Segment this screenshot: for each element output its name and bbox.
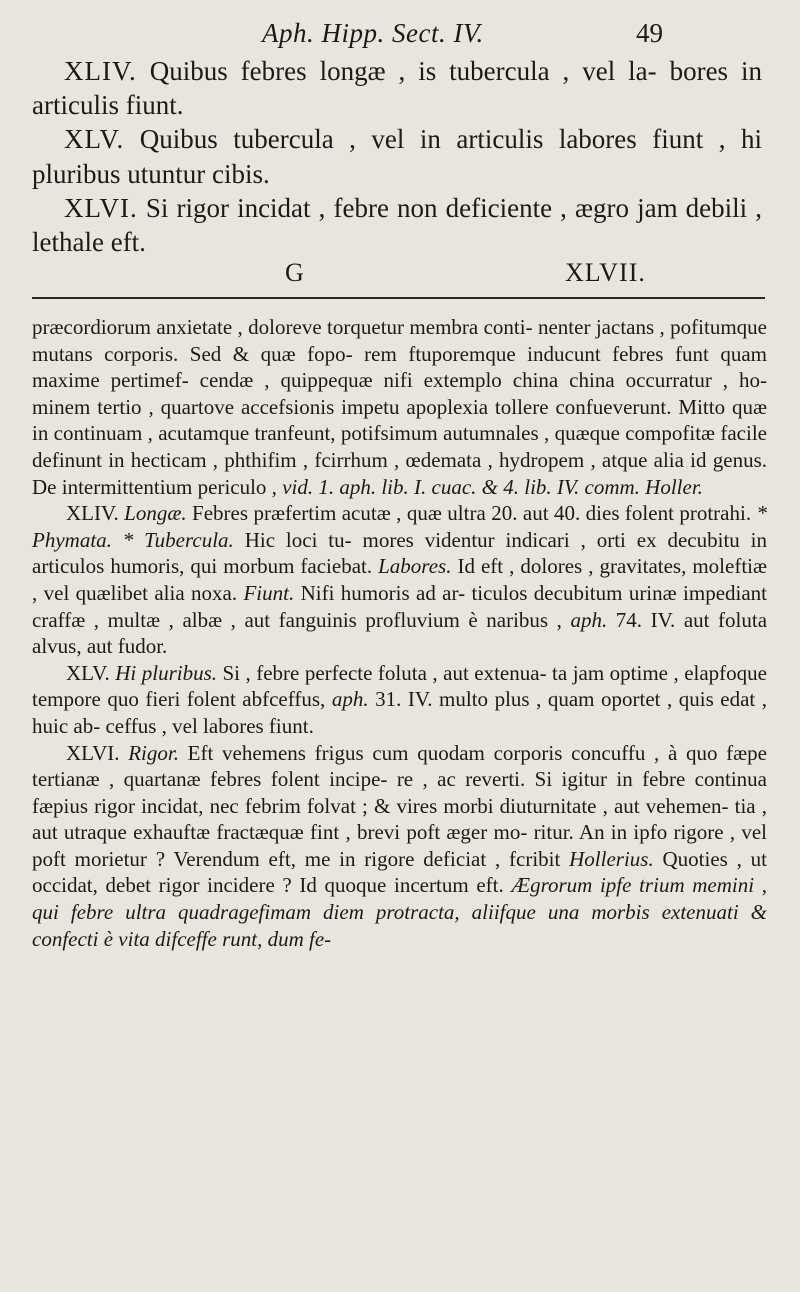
aphorism-text: Si rigor incidat , febre non deficiente , ægro jam debili , lethale eft. xyxy=(32,192,763,258)
lemma: aph. xyxy=(570,607,608,632)
aphorism-44 xyxy=(32,54,762,122)
commentary-note-45 xyxy=(32,660,767,740)
aphorisms-block xyxy=(32,54,762,259)
divider-rule xyxy=(32,297,765,299)
signature-mark: G xyxy=(285,258,304,287)
note-text: Hic loci tu- mores videntur indicari , orti ex decubitu in articulos humoris, qui morbum faciebat. xyxy=(32,527,767,579)
continuation-text: præcordiorum anxietate , doloreve torquetur membra conti- nenter jactans , pofitumque mutans corporis. Sed & quæ fopo- rem ftuporemque inducunt febres funt quam maxime pertimef- cendæ , quippequæ nifi extemplo china china occurratur , ho- minem tertio , quartove accefsionis impetu apoplexia tollere confueverunt. Mitto quæ in continuam , acutamque tranfeunt, potifsimum autumnales , quæque compofitæ facile definunt in hecticam , phthifim , fcirrhum , œdemata , hydropem , atque alia id genus. De intermittentium periculo , xyxy=(32,315,767,499)
catchword: XLVII. xyxy=(565,258,646,287)
note-text: Nifi humoris ad ar- ticulos decubitum urinæ impediant craffæ , multæ , albæ , aut fanguinis profluvium è naribus , xyxy=(32,580,768,632)
page-number: 49 xyxy=(636,18,663,48)
lemma: Longæ. xyxy=(124,501,187,526)
commentary-note-46 xyxy=(32,740,767,953)
running-title: Aph. Hipp. Sect. IV. xyxy=(262,18,484,48)
note-number: XLIV. xyxy=(66,501,119,526)
aphorism-45 xyxy=(32,122,762,190)
aphorism-46 xyxy=(32,191,762,259)
lemma: Hollerius. xyxy=(569,846,654,871)
commentary-block xyxy=(32,314,767,952)
lemma: Rigor. xyxy=(128,740,179,765)
lemma: Ægrorum ipfe trium memini , qui febre ultra quadragefimam diem protracta, aliifque una morbis extenuati & confecti è vita difceffe runt, dum fe- xyxy=(32,873,767,951)
note-text: Febres præfertim acutæ , quæ ultra 20. aut 40. dies folent protrahi. xyxy=(192,501,752,526)
note-number: XLVI. xyxy=(66,740,120,765)
reference-text: vid. 1. aph. lib. I. cuac. & 4. lib. IV. comm. Holler. xyxy=(282,474,703,499)
note-text: Id eft , dolores , gravitates, moleftiæ , vel quælibet alia noxa. xyxy=(32,554,768,605)
commentary-continuation xyxy=(32,314,767,500)
note-text: Eft vehemens frigus cum quodam corporis concuffu , à quo fæpe tertianæ , quartanæ febres folent incipe- re , ac reverti. Si igitur in febre continua fæpius rigor incidat, nec febrim folvat ; & vires morbi diuturnitate , aut vehemen- tia , aut utraque exhauftæ fractæquæ fint , brevi poft æger mo- ritur. An in ipfo rigore , vel poft morietur ? Verendum eft, me in rigore deficiat , fcribit xyxy=(32,740,768,871)
aphorism-number: XLIV. xyxy=(64,56,137,86)
lemma: Hi pluribus. xyxy=(115,660,218,685)
aphorism-number: XLV. xyxy=(64,124,125,155)
signature-line xyxy=(0,258,800,292)
lemma: aph. xyxy=(331,687,369,712)
note-number: XLV. xyxy=(66,660,110,685)
lemma: * Phymata. * Tubercula. xyxy=(32,501,768,552)
lemma: Fiunt. xyxy=(243,580,295,605)
lemma: Labores. xyxy=(378,554,452,579)
aphorism-number: XLVI. xyxy=(64,192,138,223)
aphorism-text: Quibus tubercula , vel in articulis labores fiunt , hi pluribus utuntur cibis. xyxy=(32,124,762,189)
page-header xyxy=(0,18,800,50)
commentary-note-44 xyxy=(32,500,767,660)
note-text: 74. IV. aut foluta alvus, aut fudor. xyxy=(32,607,768,659)
aphorism-text: Quibus febres longæ , is tubercula , vel la- bores in articulis fiunt. xyxy=(32,56,762,121)
note-text: Si , febre perfecte foluta , aut extenua- ta jam optime , elapfoque tempore quo fieri folent abfceffus, xyxy=(32,660,767,712)
note-text: 31. IV. multo plus , quam oportet , quis edat , huic ab- ceffus , vel labores fiunt. xyxy=(32,687,768,738)
note-text: Quoties , ut occidat, debet rigor incidere ? Id quoque incertum eft. xyxy=(32,846,768,898)
